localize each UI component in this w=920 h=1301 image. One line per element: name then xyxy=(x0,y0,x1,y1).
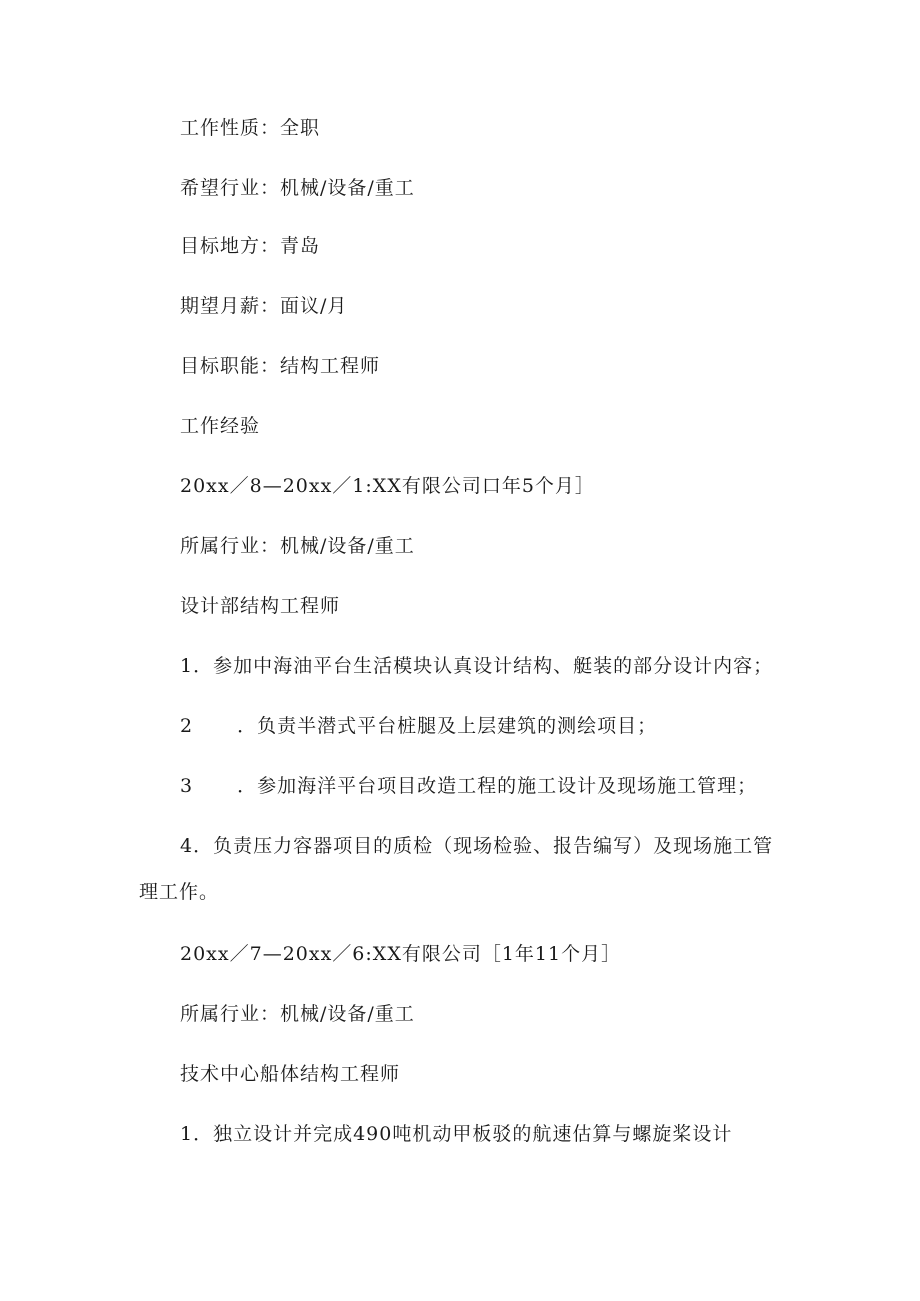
job1-duty-4: 4．负责压力容器项目的质检（现场检验、报告编写）及现场施工管 xyxy=(180,835,774,857)
duty-number: 3 xyxy=(180,775,194,797)
job2-duty-1: 1．独立设计并完成490吨机动甲板驳的航速估算与螺旋桨设计 xyxy=(180,1123,733,1145)
job1-industry-line: 所属行业：机械/设备/重工 xyxy=(180,535,415,557)
job-nature-line: 工作性质：全职 xyxy=(180,117,321,139)
job2-industry-line: 所属行业：机械/设备/重工 xyxy=(180,1003,415,1025)
duty-text: ．参加海洋平台项目改造工程的施工设计及现场施工管理； xyxy=(237,775,758,797)
job1-period-line: 20xx／8—20xx／1:XX有限公司口年5个月］ xyxy=(180,475,595,497)
job1-duty-3 xyxy=(180,774,757,798)
work-experience-heading: 工作经验 xyxy=(180,415,261,437)
target-function-line: 目标职能：结构工程师 xyxy=(180,355,381,377)
duty-text: ．负责半潜式平台桩腿及上层建筑的测绘项目； xyxy=(237,715,658,737)
expected-salary-line: 期望月薪：面议/月 xyxy=(180,295,348,317)
duty-number: 2 xyxy=(180,715,194,737)
target-location-line: 目标地方：青岛 xyxy=(180,235,321,257)
job2-period-line: 20xx／7—20xx／6:XX有限公司［1年11个月］ xyxy=(180,943,622,965)
desired-industry-line: 希望行业：机械/设备/重工 xyxy=(180,177,415,199)
job1-title-line: 设计部结构工程师 xyxy=(180,595,341,617)
job1-duty-4-continuation: 理工作。 xyxy=(139,881,220,903)
job2-title-line: 技术中心船体结构工程师 xyxy=(180,1063,401,1085)
job1-duty-2 xyxy=(180,714,657,738)
job1-duty-1: 1．参加中海油平台生活模块认真设计结构、艇装的部分设计内容； xyxy=(180,655,774,677)
